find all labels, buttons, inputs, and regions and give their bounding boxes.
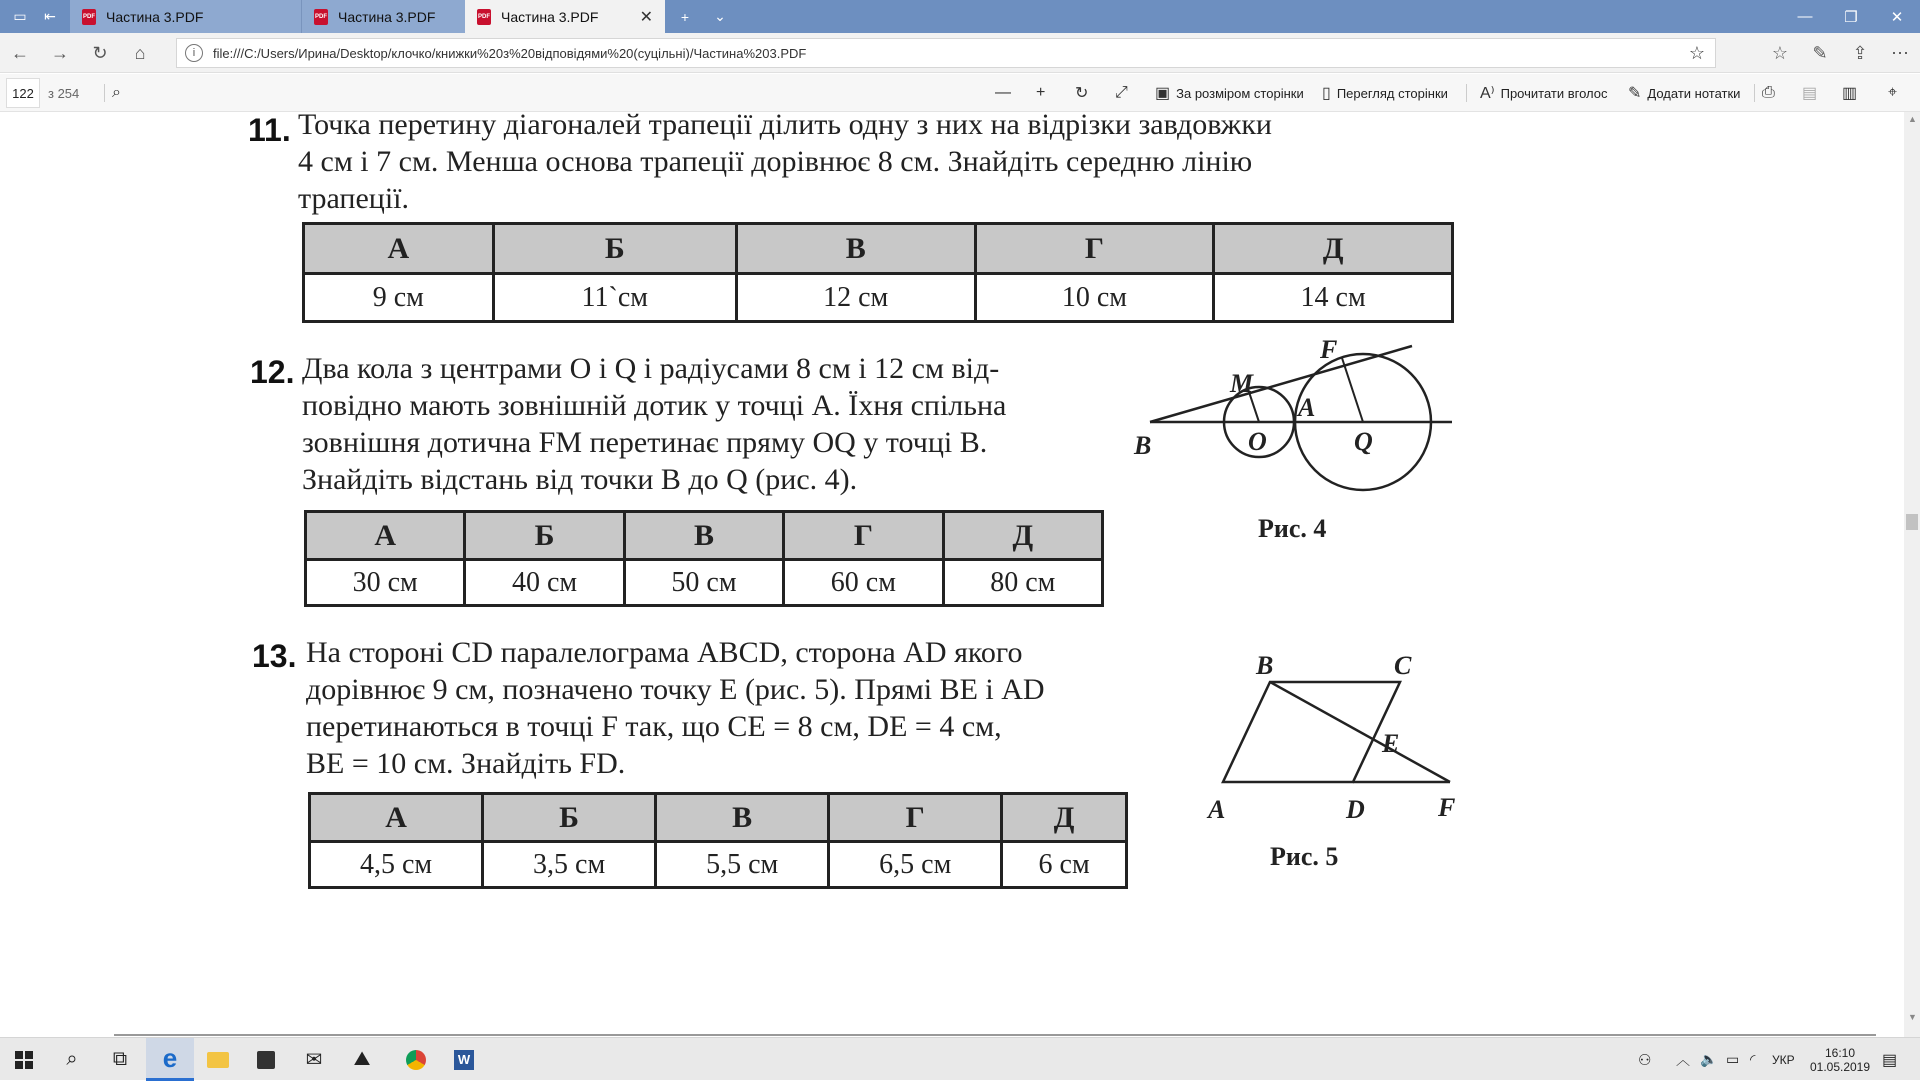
back-button[interactable]: ←	[11, 42, 29, 63]
tab-3-active[interactable]	[465, 0, 665, 33]
save-icon[interactable]: ▤	[1802, 85, 1818, 102]
label-a: A	[1208, 795, 1226, 824]
answer-cell: 6,5 см	[829, 842, 1002, 888]
refresh-button[interactable]: ↻	[92, 42, 108, 63]
start-icon[interactable]	[0, 1038, 48, 1081]
pdf-page	[0, 112, 1904, 1037]
question-line: дорівнює 9 см, позначено точку E (рис. 5). Прямі BE і AD	[306, 673, 1045, 706]
add-notes-label: Додати нотатки	[1647, 85, 1741, 101]
clock-time: 16:10	[1824, 1045, 1856, 1060]
pdf-icon: PDF	[477, 9, 491, 25]
label-b: B	[1256, 651, 1274, 680]
tab-3-label: Частина 3.PDF	[501, 8, 599, 25]
option-cell: Д	[1002, 794, 1127, 842]
option-cell: Б	[493, 224, 736, 274]
option-cell: Б	[483, 794, 656, 842]
more-icon[interactable]: ⋯	[1891, 42, 1909, 63]
page-edge	[114, 1034, 1876, 1036]
show-hidden-icons[interactable]: ︿	[1676, 1051, 1690, 1068]
clock-date: 01.05.2019	[1809, 1059, 1871, 1074]
question-number: 11.	[248, 112, 291, 148]
figure-5-caption: Рис. 5	[1270, 842, 1339, 871]
taskbar	[0, 1037, 1920, 1080]
tab-actions-icon[interactable]: ▭	[13, 8, 27, 24]
figure-4-caption: Рис. 4	[1258, 514, 1327, 543]
answer-cell: 3,5 см	[483, 842, 656, 888]
label-d: D	[1346, 795, 1365, 824]
answer-cell: 12 см	[736, 274, 975, 322]
page-view-button[interactable]	[1322, 74, 1448, 112]
photos-icon[interactable]: ⛰	[353, 1048, 371, 1070]
vertical-scrollbar[interactable]	[1904, 112, 1920, 1037]
word-icon[interactable]: W	[440, 1038, 488, 1081]
label-f: F	[1320, 340, 1338, 364]
question-line: перетинаються в точці F так, що CE = 8 см, DE = 4 см,	[306, 710, 1002, 743]
pin-toolbar-icon[interactable]: ⌖	[1888, 84, 1898, 101]
save-as-icon[interactable]: ▥	[1842, 85, 1858, 102]
pen-icon[interactable]: ✎	[1812, 42, 1828, 63]
question-line: Точка перетину діагоналей трапеції ділить одну з них на відрізки завдовжки	[298, 112, 1272, 141]
print-icon[interactable]: ⎙	[1762, 84, 1775, 101]
answer-cell: 5,5 см	[656, 842, 829, 888]
option-cell: В	[624, 512, 783, 560]
scroll-down-icon[interactable]: ▼	[1908, 1012, 1917, 1022]
label-q: Q	[1354, 427, 1373, 456]
label-o: O	[1248, 427, 1267, 456]
label-c: C	[1394, 651, 1412, 680]
answer-table	[302, 222, 1454, 323]
url-text: file:///C:/Users/Ирина/Desktop/клочко/книжки%20з%20відповідями%20(суцільні)/Частина%203.PDF	[213, 45, 807, 61]
answer-table	[304, 510, 1104, 607]
question-text	[298, 112, 1468, 217]
task-view-icon[interactable]: ⧉	[112, 1048, 128, 1070]
question-line: зовнішня дотична FM перетинає пряму OQ у точці B.	[302, 426, 988, 459]
add-notes-button[interactable]	[1628, 74, 1740, 112]
address-bar	[0, 33, 1920, 73]
option-cell: А	[310, 794, 483, 842]
answer-cell: 40 см	[465, 560, 624, 606]
option-cell: Г	[829, 794, 1002, 842]
url-input[interactable]	[176, 38, 1716, 68]
answer-cell: 9 см	[304, 274, 494, 322]
divider	[1466, 84, 1467, 102]
answer-cell: 4,5 см	[310, 842, 483, 888]
option-cell: Д	[1214, 224, 1453, 274]
zoom-out-button[interactable]: —	[995, 84, 1011, 101]
question-line: повідно мають зовнішній дотик у точці A. Їхня спільна	[302, 389, 1007, 422]
notifications-icon[interactable]: ▤	[1882, 1051, 1898, 1069]
pdf-toolbar	[0, 74, 1920, 112]
read-aloud-icon: A⁾	[1480, 85, 1495, 102]
fit-page-icon: ▣	[1155, 85, 1171, 102]
question-text	[306, 634, 1136, 782]
parallelogram-abcd	[1223, 682, 1400, 782]
question-line: трапеції.	[298, 182, 409, 215]
answer-cell: 30 см	[306, 560, 465, 606]
fullscreen-icon[interactable]: ⤢	[1115, 84, 1128, 101]
tab-1[interactable]	[70, 0, 302, 33]
chrome-icon[interactable]	[392, 1038, 440, 1081]
divider	[1754, 84, 1755, 102]
title-bar	[0, 0, 1920, 33]
answer-cell: 50 см	[624, 560, 783, 606]
close-tab-icon[interactable]: ✕	[639, 8, 653, 26]
answer-cell: 60 см	[784, 560, 943, 606]
scroll-up-icon[interactable]: ▲	[1908, 114, 1917, 124]
label-b: B	[1134, 431, 1152, 460]
label-m: M	[1230, 369, 1254, 398]
new-tab-button[interactable]: +	[680, 8, 690, 25]
answer-cell: 10 см	[975, 274, 1214, 322]
pdf-icon: PDF	[82, 9, 96, 25]
label-a: A	[1298, 393, 1316, 422]
forward-button[interactable]: →	[51, 42, 69, 63]
share-icon[interactable]: ⇪	[1852, 42, 1868, 63]
page-view-label: Перегляд сторінки	[1336, 85, 1448, 101]
tab-list-button[interactable]: ⌄	[714, 8, 726, 24]
pdf-icon: PDF	[314, 9, 328, 25]
question-text	[302, 350, 1122, 498]
question-line: 4 см і 7 см. Менша основа трапеції дорівнює 8 см. Знайдіть середню лінію	[298, 145, 1253, 178]
people-icon[interactable]: ⚇	[1638, 1051, 1652, 1069]
zoom-in-button[interactable]: +	[1036, 84, 1046, 101]
answer-cell: 14 см	[1214, 274, 1453, 322]
question-line: Знайдіть відстань від точки B до Q (рис. 4).	[302, 463, 858, 496]
answer-cell: 6 см	[1002, 842, 1127, 888]
tab-2-label: Частина 3.PDF	[338, 8, 436, 25]
favorite-star-icon[interactable]: ☆	[1688, 42, 1705, 63]
option-cell: В	[656, 794, 829, 842]
page-total: з 254	[48, 85, 80, 101]
option-cell: В	[736, 224, 975, 274]
search-icon[interactable]: ⌕	[66, 1048, 78, 1070]
rotate-icon[interactable]: ↻	[1075, 85, 1089, 102]
mail-icon[interactable]: ✉	[305, 1049, 323, 1071]
favorites-hub-icon[interactable]: ☆	[1771, 42, 1789, 63]
option-cell: Г	[975, 224, 1214, 274]
read-aloud-label: Прочитати вголос	[1500, 85, 1608, 101]
page-view-icon: ▯	[1322, 85, 1331, 102]
question-line: На стороні CD паралелограма ABCD, сторона AD якого	[306, 636, 1023, 669]
answer-cell: 80 см	[943, 560, 1102, 606]
option-cell: А	[306, 512, 465, 560]
home-button[interactable]: ⌂	[134, 42, 146, 63]
info-icon[interactable]: i	[185, 44, 203, 62]
divider	[104, 84, 105, 102]
store-icon[interactable]	[242, 1038, 290, 1081]
scroll-thumb[interactable]	[1906, 514, 1918, 530]
language-indicator[interactable]: УКР	[1772, 1052, 1795, 1067]
label-f: F	[1438, 793, 1456, 822]
close-window-button[interactable]: ✕	[1890, 8, 1904, 26]
option-cell: Г	[784, 512, 943, 560]
tab-1-label: Частина 3.PDF	[106, 8, 204, 25]
set-aside-tabs-icon[interactable]: ⇤	[44, 8, 56, 24]
volume-icon[interactable]: 🔈	[1700, 1051, 1718, 1067]
pen-icon: ✎	[1628, 85, 1642, 102]
fit-page-button[interactable]	[1155, 74, 1304, 112]
question-line: BE = 10 см. Знайдіть FD.	[306, 747, 626, 780]
question-number: 12.	[250, 354, 295, 390]
figure-4-diagram	[1130, 340, 1460, 540]
tangent-line	[1150, 346, 1412, 422]
fit-page-label: За розміром сторінки	[1176, 85, 1304, 101]
read-aloud-button[interactable]	[1480, 74, 1608, 112]
clock[interactable]	[1808, 1038, 1872, 1081]
search-icon[interactable]: ⌕	[112, 84, 121, 101]
option-cell: Д	[943, 512, 1102, 560]
battery-icon[interactable]: ▭	[1726, 1051, 1740, 1067]
radius-qf	[1342, 358, 1363, 422]
wifi-icon[interactable]: ◜	[1750, 1051, 1756, 1067]
question-line: Два кола з центрами O і Q і радіусами 8 см і 12 см від-	[302, 352, 1000, 385]
answer-cell: 11`см	[493, 274, 736, 322]
restore-button[interactable]: ❐	[1844, 8, 1858, 26]
answer-table	[308, 792, 1128, 889]
option-cell: Б	[465, 512, 624, 560]
option-cell: А	[304, 224, 494, 274]
minimize-button[interactable]: —	[1797, 8, 1813, 25]
file-explorer-icon[interactable]	[194, 1038, 242, 1081]
label-e: E	[1382, 729, 1400, 758]
question-number: 13.	[252, 638, 297, 674]
page-number-input[interactable]: 122	[6, 78, 40, 108]
edge-browser-icon[interactable]: e	[146, 1038, 194, 1081]
figure-5-diagram	[1150, 634, 1470, 834]
